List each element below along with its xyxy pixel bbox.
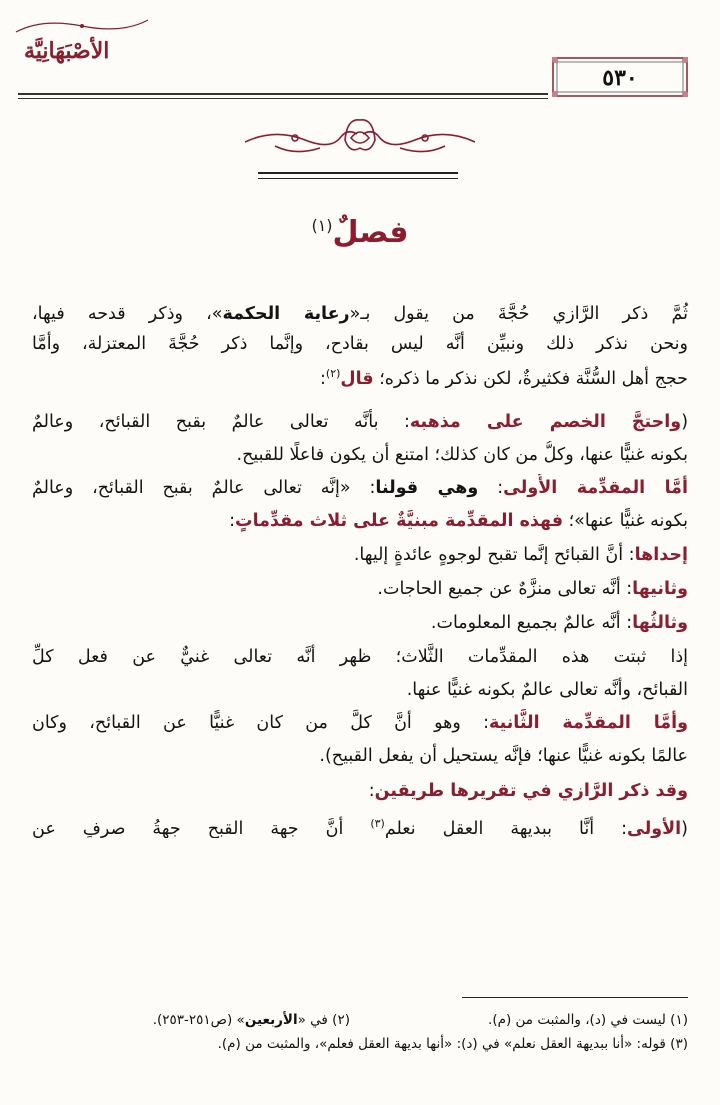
keyword: الأولى	[626, 818, 682, 838]
keyword: وثالثُها	[632, 613, 688, 633]
text: :	[368, 781, 375, 801]
keyword: وأمَّا المقدِّمة الثَّانية	[488, 713, 688, 733]
book-title-emphasis: الأربعين	[244, 1012, 298, 1028]
chapter-footnote-ref: (١)	[311, 216, 333, 235]
text: : أنَّه تعالى منزَّهٌ عن جميع الحاجات.	[377, 579, 633, 599]
text-line-2: ونحن نذكر ذلك ونبيِّن أنَّه ليس بقادح، وإنَّما ذكر حُجَّةَ المعتزلة، وأمَّا	[32, 334, 688, 354]
keyword: إحداها	[634, 545, 688, 565]
book-title-emphasis: رعاية الحكمة	[222, 304, 350, 324]
running-title-text: الأصْبَهَانِيَّة	[24, 38, 110, 64]
footnote-2	[153, 1012, 350, 1028]
text: »، وذكر قدحه فيها،	[32, 304, 223, 324]
text: :	[229, 511, 236, 531]
keyword: واحتجَّ الخصم على مذهبه	[409, 412, 682, 432]
keyword: وقد ذكر الرَّازي في تقريرها طريقين	[374, 781, 688, 801]
text-line-8	[32, 541, 714, 569]
text-line-14: عالمًا بكونه غنيًّا عنها؛ فإنَّه يستحيل أن يفعل القبيح).	[319, 746, 688, 766]
running-title	[24, 38, 109, 64]
text: » (ص٢٥١-٢٥٣).	[152, 1012, 245, 1028]
header-rule	[18, 93, 548, 95]
text-line-11: إذا ثبتت هذه المقدِّمات الثَّلاث؛ ظهر أنَّه تعالى غنيٌّ عن فعل كلِّ	[32, 647, 688, 667]
text-line-7	[32, 507, 688, 535]
keyword: فهذه المقدِّمة مبنيَّةٌ على ثلاث مقدِّماتٍ	[235, 511, 564, 531]
chapter-title	[0, 215, 720, 250]
header-rule-thin	[18, 98, 548, 99]
text-line-9	[32, 575, 714, 603]
text: : «إنَّه تعالى عالمٌ بقبح القبائح، وعالمٌ	[32, 478, 376, 498]
keyword: أمَّا المقدِّمة الأُولى	[503, 478, 688, 498]
text-line-5: بكونه غنيًّا عنها، وكلُّ من كان كذلك؛ امتنع أن يكون فاعلًا للقبيح.	[236, 445, 688, 465]
ornament-rule	[258, 172, 458, 174]
footnote-ref: (٢)	[325, 367, 341, 380]
page-number-frame	[550, 55, 690, 103]
text-line-16	[32, 810, 688, 838]
text: :	[478, 478, 504, 498]
text: : أنَّا ببديهة العقل نعلم	[384, 818, 627, 838]
text-line-3	[32, 360, 688, 388]
text-line-4	[32, 408, 688, 436]
text: : بأنَّه تعالى عالمٌ بقبح القبائح، وعالمٌ	[32, 412, 410, 432]
text-line-6	[32, 474, 688, 502]
footnote-3: (٣) قوله: «أنا ببديهة العقل نعلم» في (د): «أنها بديهة العقل فعلم»، والمثبت من (م).	[217, 1036, 688, 1052]
text: : وهو أنَّ كلَّ من كان غنيًّا عن القبائح، وكان	[32, 713, 489, 733]
emphasis: وهي قولنا	[375, 478, 479, 498]
text: : أنَّه عالمٌ بجميع المعلومات.	[430, 613, 633, 633]
text-line-12: القبائح، وأنَّه تعالى عالمٌ بكونه غنيًّا عنها.	[406, 680, 688, 700]
text-line-1	[32, 300, 714, 328]
text-line-13	[32, 709, 688, 737]
text: بكونه غنيًّا عنها»؛	[563, 511, 688, 531]
text: : أنَّ القبائح إنَّما تقبح لوجوهٍ عائدةٍ إليها.	[353, 545, 635, 565]
footnote-ref: (٣)	[370, 817, 385, 830]
text: (	[681, 412, 688, 432]
page-number: ٥٣٠	[602, 65, 638, 91]
keyword: وثانيها	[632, 579, 688, 599]
footnote-rule	[462, 997, 688, 998]
ornament-rule-thin	[258, 178, 458, 179]
text: حجج أهل السُّنَّة فكثيرةٌ، لكن نذكر ما ذكره؛	[373, 368, 688, 388]
keyword: قال	[340, 368, 374, 388]
text-line-10	[32, 609, 714, 637]
text-line-15	[32, 777, 714, 805]
text: :	[319, 368, 326, 388]
text: أنَّ جهة القبح جهةُ صرفٍ عن	[32, 818, 371, 838]
text: ثُمَّ ذكر الرَّازي حُجَّةَ من يقول بـ«	[349, 304, 688, 324]
footnote-1: (١) ليست في (د)، والمثبت من (م).	[488, 1012, 688, 1028]
chapter-title-text: فصلٌ	[332, 215, 409, 250]
title-ornament-icon	[12, 16, 152, 36]
text: (	[681, 818, 688, 838]
section-ornament-icon	[235, 110, 485, 170]
text: (٢) في «	[297, 1012, 350, 1028]
